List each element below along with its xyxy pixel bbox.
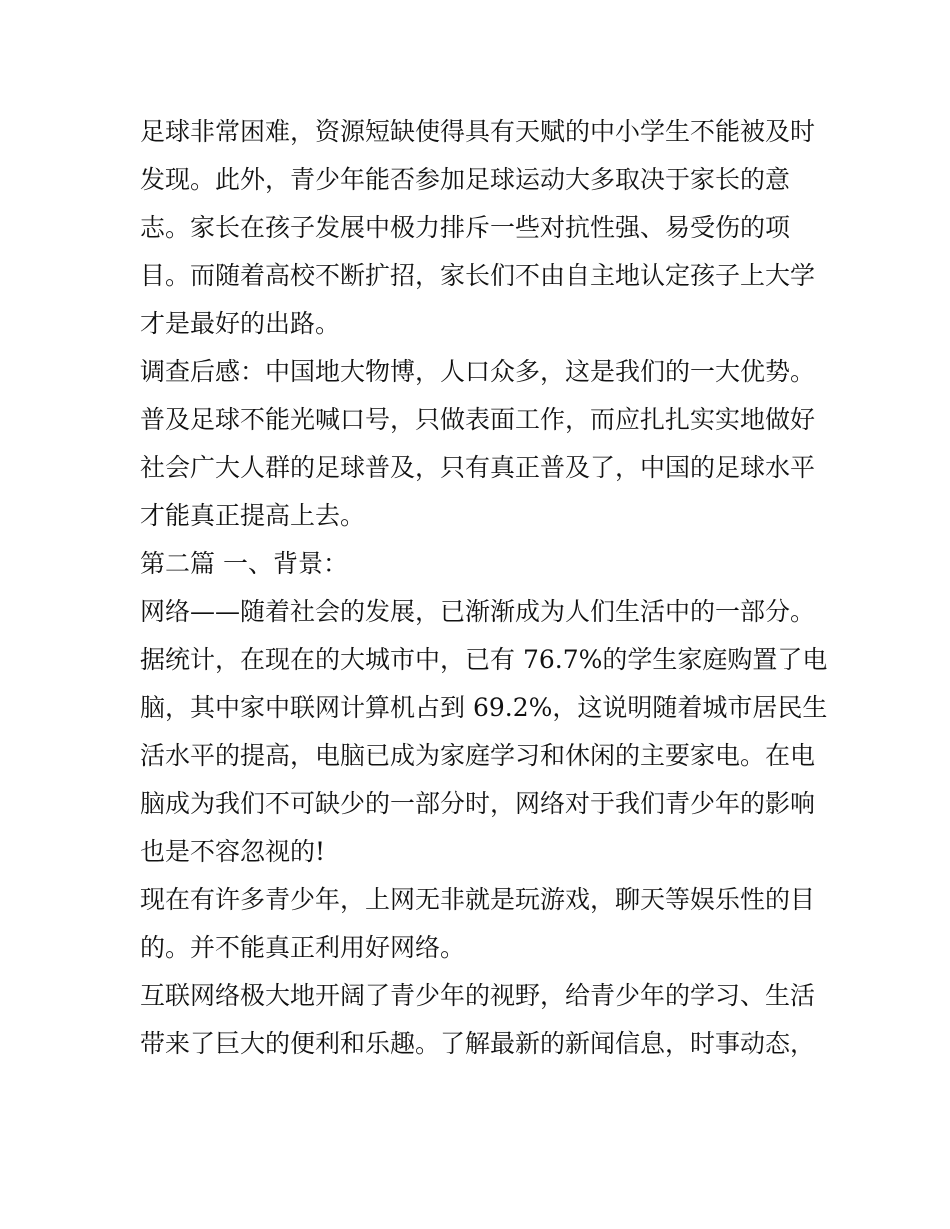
text-line: 调查后感：中国地大物博，人口众多，这是我们的一大优势。 <box>140 357 816 386</box>
text-line: 才是最好的出路。 <box>140 309 341 338</box>
text-line: 社会广大人群的足球普及，只有真正普及了，中国的足球水平 <box>140 453 816 482</box>
text-line: 才能真正提高上去。 <box>140 501 366 530</box>
text-line: 带来了巨大的便利和乐趣。了解最新的新闻信息，时事动态， <box>140 1029 816 1058</box>
text-line: 现在有许多青少年，上网无非就是玩游戏，聊天等娱乐性的目 <box>140 885 816 914</box>
text-line: 足球非常困难，资源短缺使得具有天赋的中小学生不能被及时 <box>140 117 816 146</box>
text-line: 互联网络极大地开阔了青少年的视野，给青少年的学习、生活 <box>140 981 816 1010</box>
text-line: 的。并不能真正利用好网络。 <box>140 933 466 962</box>
text-line: 脑，其中家中联网计算机占到 69.2%，这说明随着城市居民生 <box>140 693 828 722</box>
body-text <box>140 108 828 1068</box>
text-line: 志。家长在孩子发展中极力排斥一些对抗性强、易受伤的项 <box>140 213 791 242</box>
text-line: 据统计，在现在的大城市中，已有 76.7%的学生家庭购置了电 <box>140 645 828 674</box>
text-line: 活水平的提高，电脑已成为家庭学习和休闲的主要家电。在电 <box>140 741 816 770</box>
text-line: 发现。此外，青少年能否参加足球运动大多取决于家长的意 <box>140 165 791 194</box>
text-line: 目。而随着高校不断扩招，家长们不由自主地认定孩子上大学 <box>140 261 816 290</box>
text-line: 脑成为我们不可缺少的一部分时，网络对于我们青少年的影响 <box>140 789 816 818</box>
text-line: 普及足球不能光喊口号，只做表面工作，而应扎扎实实地做好 <box>140 405 816 434</box>
section-heading: 第二篇 一、背景： <box>140 549 348 578</box>
text-line: 也是不容忽视的! <box>140 837 326 866</box>
text-line: 网络——随着社会的发展，已渐渐成为人们生活中的一部分。 <box>140 597 816 626</box>
